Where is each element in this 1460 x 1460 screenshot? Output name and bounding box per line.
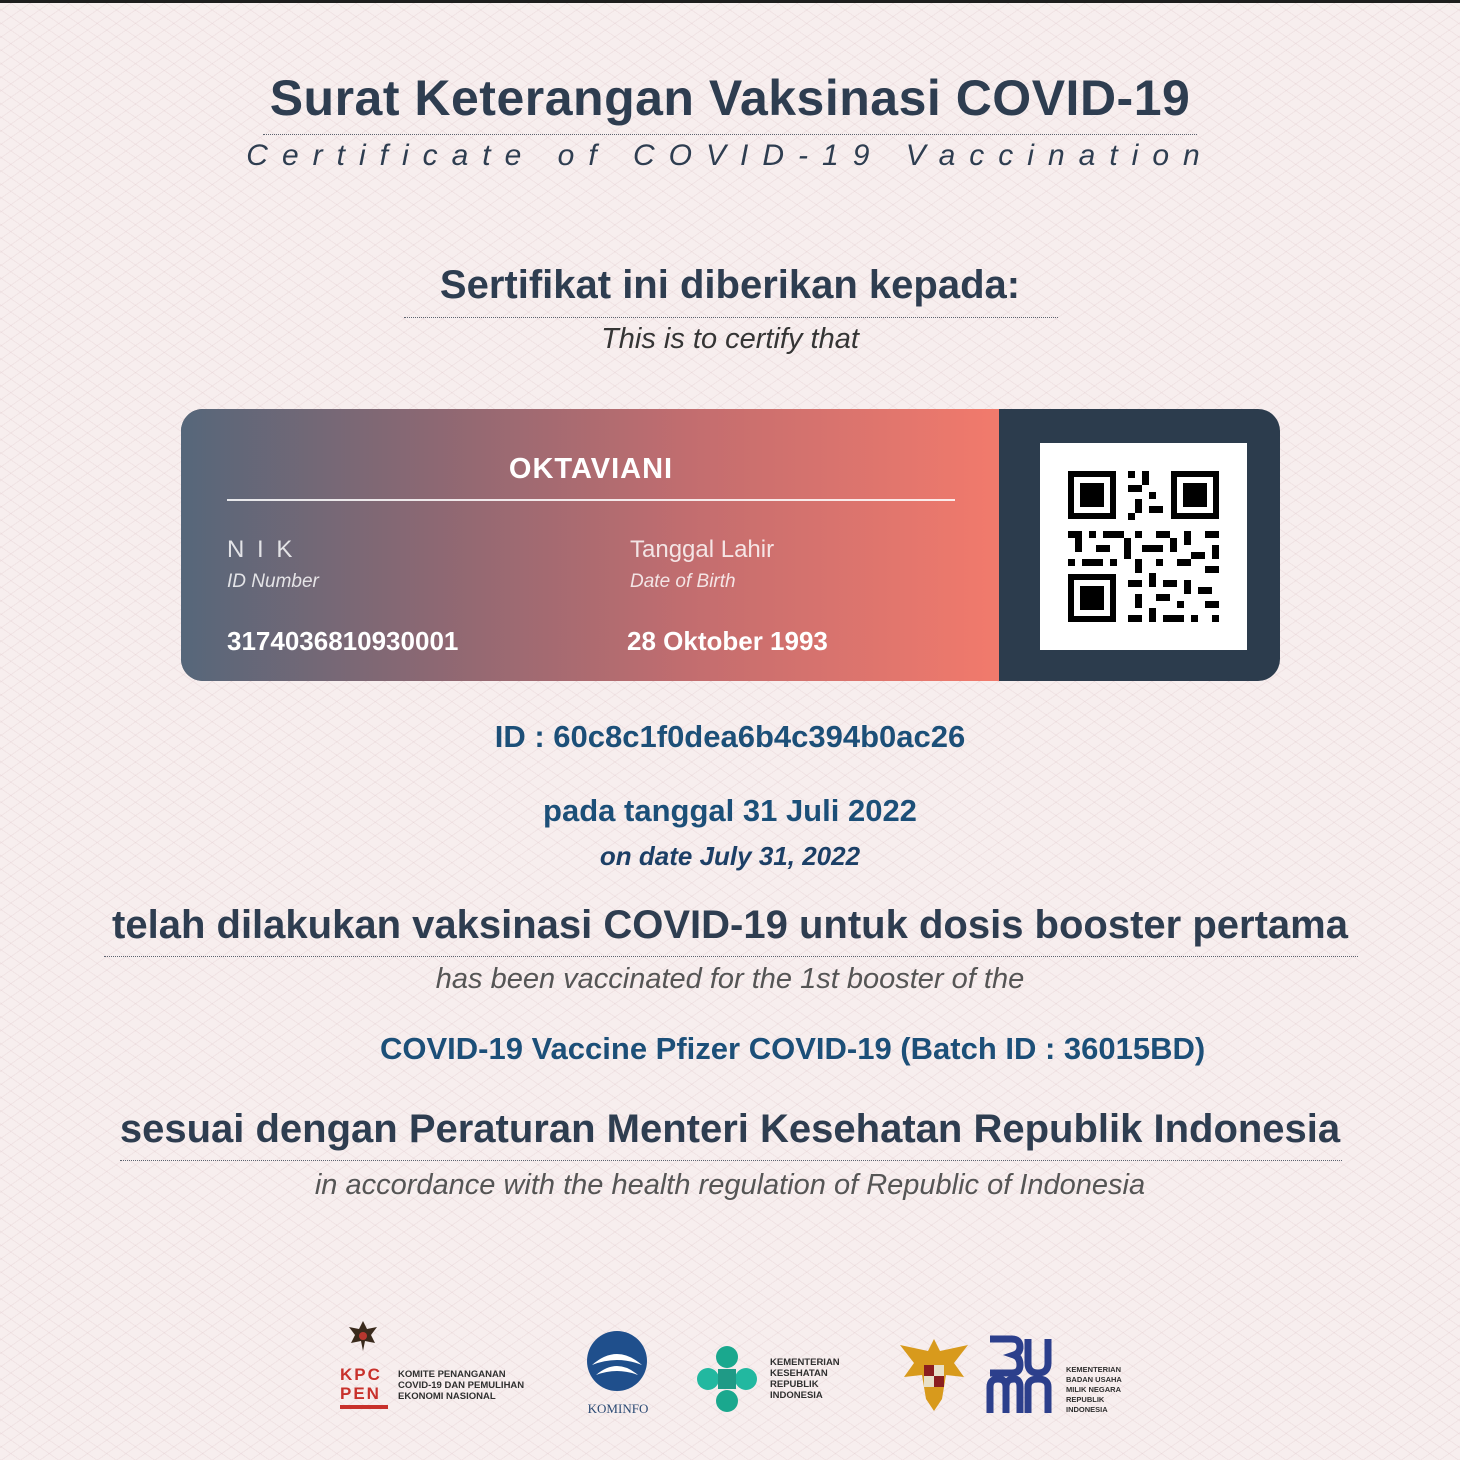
recipient-divider (404, 317, 1058, 318)
regulation-statement-en: in accordance with the health regulation of Republic of Indonesia (314, 1169, 1146, 1201)
kominfo-logo (570, 1329, 666, 1421)
garuda-pancasila-icon (892, 1333, 976, 1417)
qr-code[interactable] (1040, 443, 1247, 650)
vaccination-date: pada tanggal 31 Juli 2022 (543, 793, 917, 828)
identity-card (181, 409, 1280, 681)
kpcpen-abbr-top: KPC (340, 1365, 382, 1384)
nik-value: 3174036810930001 (227, 626, 459, 656)
holder-name: OKTAVIANI (508, 453, 674, 485)
kemenkes-emblem-icon (694, 1343, 760, 1415)
garuda-pancasila-logo (892, 1333, 976, 1417)
bumn-logo (986, 1335, 1126, 1419)
recipient-heading-en: This is to certify that (601, 323, 859, 355)
qr-code-icon (1040, 443, 1247, 650)
regulation-statement: sesuai dengan Peraturan Menteri Kesehatan Republik Indonesia (119, 1107, 1341, 1151)
kominfo-emblem-icon (582, 1329, 652, 1393)
nik-label: N I K (227, 536, 296, 563)
certificate-id: ID : 60c8c1f0dea6b4c394b0ac26 (494, 719, 966, 754)
vaccination-statement: telah dilakukan vaksinasi COVID-19 untuk dosis booster pertama (112, 903, 1348, 947)
certificate-subtitle: Certificate of COVID-19 Vaccination (246, 139, 1214, 172)
identity-card-details (181, 409, 999, 681)
kpcpen-label: KOMITE PENANGANAN COVID-19 DAN PEMULIHAN EKONOMI NASIONAL (398, 1369, 525, 1402)
vaccine-name: COVID-19 Vaccine Pfizer COVID-19 (Batch ID : 36015BD) (380, 1031, 1206, 1066)
bumn-label: KEMENTERIAN BADAN USAHA MILIK NEGARA REPUBLIK INDONESIA (1066, 1365, 1122, 1414)
name-underline (227, 499, 955, 501)
dob-label-en: Date of Birth (630, 571, 736, 592)
kpcpen-underline (340, 1405, 388, 1409)
kpcpen-abbr-bottom: PEN (340, 1384, 381, 1403)
kemenkes-logo (694, 1343, 864, 1423)
recipient-heading: Sertifikat ini diberikan kepada: (439, 263, 1021, 307)
nik-label-en: ID Number (227, 571, 319, 592)
bumn-emblem-icon (986, 1335, 1056, 1415)
kpcpen-logo (338, 1317, 538, 1417)
regulation-divider (120, 1160, 1342, 1161)
certificate-title: Surat Keterangan Vaksinasi COVID-19 (269, 70, 1191, 126)
garuda-emblem-icon (343, 1317, 383, 1357)
dob-label: Tanggal Lahir (630, 536, 775, 563)
dob-value: 28 Oktober 1993 (627, 626, 828, 656)
kemenkes-label: KEMENTERIAN KESEHATAN REPUBLIK INDONESIA (770, 1357, 840, 1401)
vaccination-date-en: on date July 31, 2022 (599, 841, 861, 871)
title-divider (263, 134, 1197, 135)
kominfo-label: KOMINFO (587, 1401, 649, 1416)
vaccination-statement-en: has been vaccinated for the 1st booster of the (435, 963, 1025, 995)
statement-divider (104, 956, 1358, 957)
